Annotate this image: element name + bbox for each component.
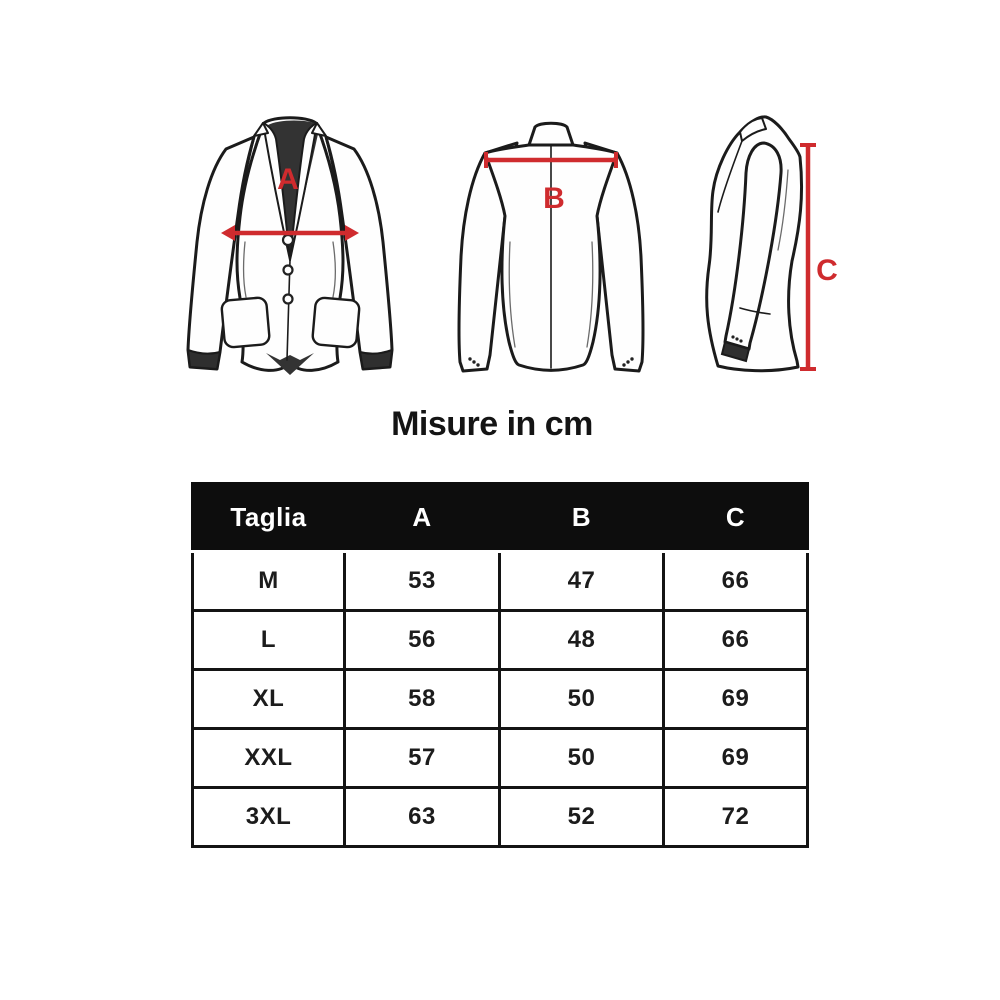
header-c: C: [664, 484, 808, 552]
value-cell: 53: [345, 552, 500, 611]
value-cell: 50: [500, 670, 664, 729]
jacket-back-illustration: [450, 112, 652, 374]
value-cell: 69: [664, 670, 808, 729]
value-cell: 56: [345, 611, 500, 670]
jacket-side-illustration: [690, 110, 840, 378]
left-pocket: [221, 297, 270, 348]
side-jacket-outline: [707, 117, 802, 371]
value-cell: 69: [664, 729, 808, 788]
front-jacket-outline: [188, 118, 392, 375]
measure-label-a: A: [277, 163, 299, 196]
value-cell: 72: [664, 788, 808, 847]
value-cell: 66: [664, 552, 808, 611]
size-cell: M: [193, 552, 345, 611]
measure-label-b: B: [543, 182, 565, 215]
value-cell: 66: [664, 611, 808, 670]
measure-label-c: C: [816, 254, 838, 287]
right-pocket: [312, 297, 360, 348]
size-cell: XXL: [193, 729, 345, 788]
table-header-row: [193, 484, 808, 552]
size-cell: XL: [193, 670, 345, 729]
header-taglia: Taglia: [193, 484, 345, 552]
table-row: [193, 611, 808, 670]
value-cell: 52: [500, 788, 664, 847]
value-cell: 57: [345, 729, 500, 788]
table-row: [193, 670, 808, 729]
table-row: [193, 788, 808, 847]
size-table: [191, 482, 809, 848]
value-cell: 63: [345, 788, 500, 847]
value-cell: 48: [500, 611, 664, 670]
table-row: [193, 729, 808, 788]
table-row: [193, 552, 808, 611]
value-cell: 58: [345, 670, 500, 729]
size-cell: 3XL: [193, 788, 345, 847]
header-a: A: [345, 484, 500, 552]
page-title: Misure in cm: [391, 405, 593, 443]
right-cuff: [360, 350, 392, 369]
left-cuff: [188, 350, 220, 369]
header-b: B: [500, 484, 664, 552]
size-cell: L: [193, 611, 345, 670]
jacket-front-illustration: [183, 112, 405, 379]
value-cell: 47: [500, 552, 664, 611]
value-cell: 50: [500, 729, 664, 788]
back-collar: [529, 123, 573, 145]
